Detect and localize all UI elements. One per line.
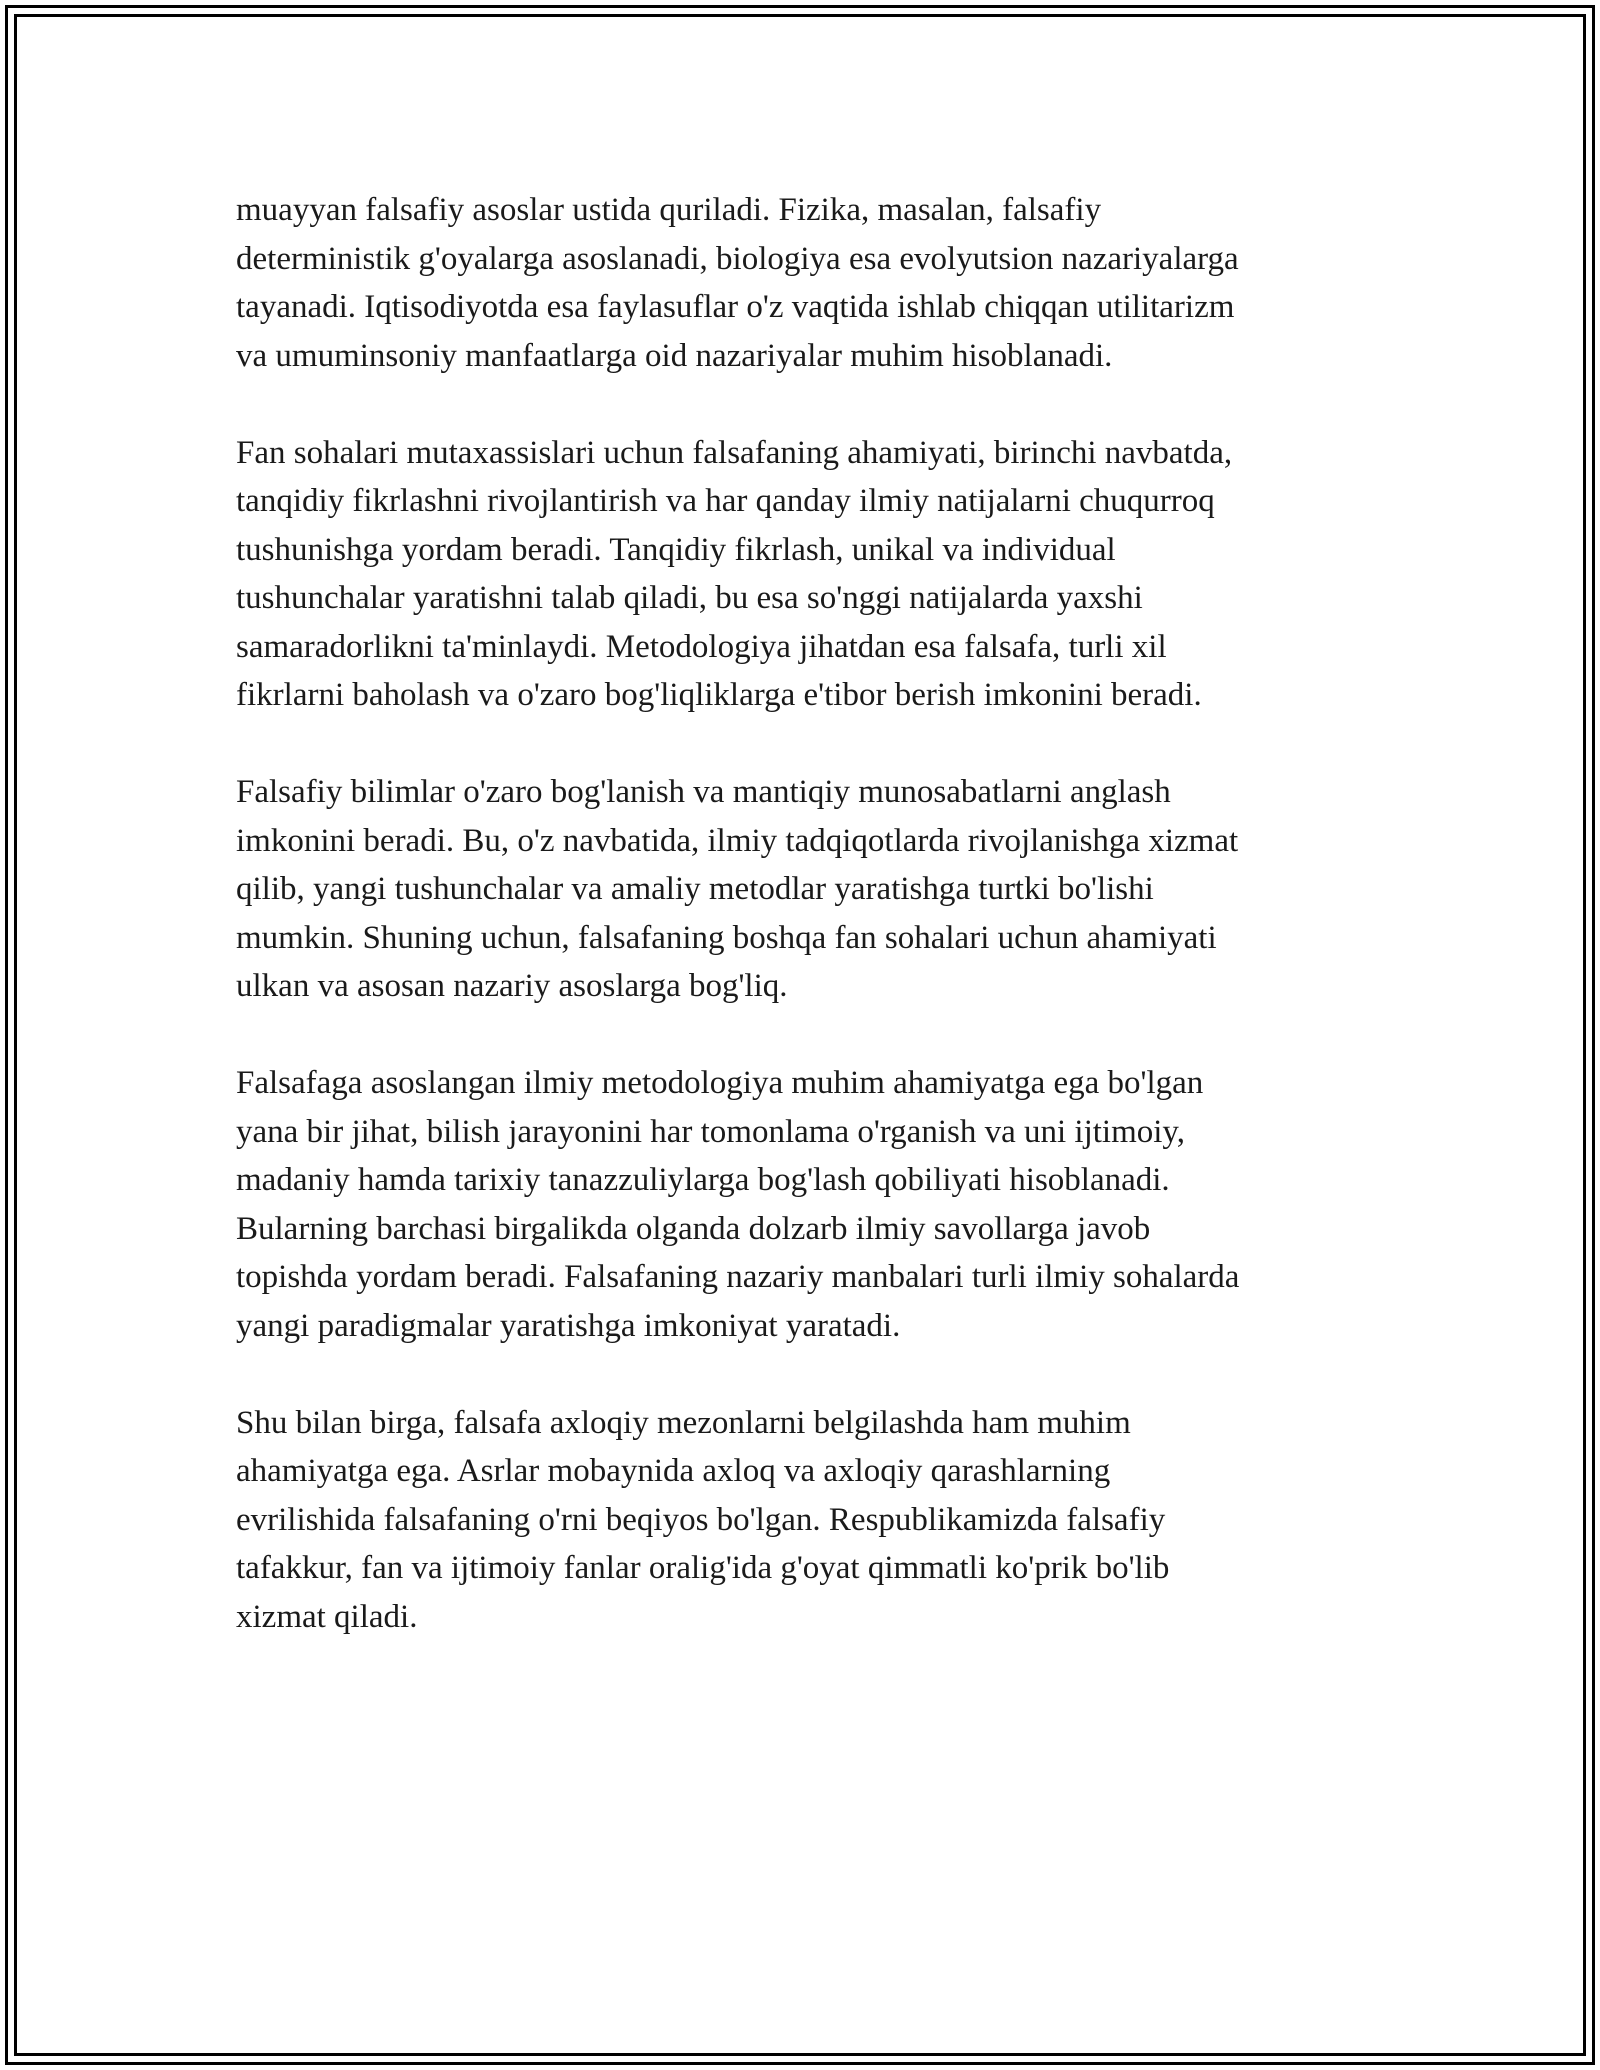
- paragraph-1: [236, 186, 1366, 380]
- text-line: madaniy hamda tarixiy tanazzuliylarga bog'lash qobiliyati hisoblanadi.: [236, 1162, 1170, 1198]
- text-line: deterministik g'oyalarga asoslanadi, biologiya esa evolyutsion nazariyalarga: [236, 240, 1239, 277]
- text-line: Falsafiy bilimlar o'zaro bog'lanish va mantiqiy munosabatlarni anglash: [236, 774, 1171, 810]
- text-line: tanqidiy fikrlashni rivojlantirish va har qanday ilmiy natijalarni chuqurroq: [236, 483, 1215, 519]
- text-line: yangi paradigmalar yaratishga imkoniyat yaratadi.: [236, 1307, 901, 1344]
- text-line: samaradorlikni ta'minlaydi. Metodologiya jihatdan esa falsafa, turli xil: [236, 628, 1167, 665]
- text-line: fikrlarni baholash va o'zaro bog'liqliklarga e'tibor berish imkonini beradi.: [236, 677, 1202, 713]
- text-line: evrilishida falsafaning o'rni beqiyos bo'lgan. Respublikamizda falsafiy: [236, 1501, 1166, 1538]
- text-line: imkonini beradi. Bu, o'z navbatida, ilmiy tadqiqotlarda rivojlanishga xizmat: [236, 822, 1239, 859]
- text-line: topishda yordam beradi. Falsafaning nazariy manbalari turli ilmiy sohalarda: [236, 1259, 1240, 1295]
- text-line: ahamiyatga ega. Asrlar mobaynida axloq va axloqiy qarashlarning: [236, 1453, 1111, 1489]
- text-line: Fan sohalari mutaxassislari uchun falsafaning ahamiyati, birinchi navbatda,: [236, 434, 1233, 471]
- paragraph-2: [236, 429, 1366, 720]
- text-line: yana bir jihat, bilish jarayonini har tomonlama o'rganish va uni ijtimoiy,: [236, 1113, 1186, 1150]
- paragraph-4: [236, 1059, 1366, 1350]
- text-line: muayyan falsafiy asoslar ustida quriladi. Fizika, masalan, falsafiy: [236, 192, 1102, 228]
- text-line: Bularning barchasi birgalikda olganda dolzarb ilmiy savollarga javob: [236, 1210, 1151, 1247]
- document-body: [236, 186, 1366, 1690]
- text-line: Shu bilan birga, falsafa axloqiy mezonlarni belgilashda ham muhim: [236, 1404, 1131, 1441]
- paragraph-3: [236, 768, 1366, 1011]
- text-line: ulkan va asosan nazariy asoslarga bog'liq.: [236, 968, 788, 1004]
- paragraph-5: [236, 1399, 1366, 1642]
- text-line: mumkin. Shuning uchun, falsafaning boshqa fan sohalari uchun ahamiyati: [236, 919, 1217, 956]
- text-line: xizmat qiladi.: [236, 1598, 418, 1635]
- text-line: qilib, yangi tushunchalar va amaliy metodlar yaratishga turtki bo'lishi: [236, 871, 1154, 907]
- text-line: tayanadi. Iqtisodiyotda esa faylasuflar o'z vaqtida ishlab chiqqan utilitarizm: [236, 289, 1235, 325]
- text-line: va umuminsoniy manfaatlarga oid nazariyalar muhim hisoblanadi.: [236, 337, 1113, 374]
- text-line: Falsafaga asoslangan ilmiy metodologiya muhim ahamiyatga ega bo'lgan: [236, 1065, 1204, 1101]
- text-line: tushunchalar yaratishni talab qiladi, bu esa so'nggi natijalarda yaxshi: [236, 580, 1143, 616]
- text-line: tafakkur, fan va ijtimoiy fanlar oralig'ida g'oyat qimmatli ko'prik bo'lib: [236, 1550, 1170, 1586]
- text-line: tushunishga yordam beradi. Tanqidiy fikrlash, unikal va individual: [236, 531, 1116, 568]
